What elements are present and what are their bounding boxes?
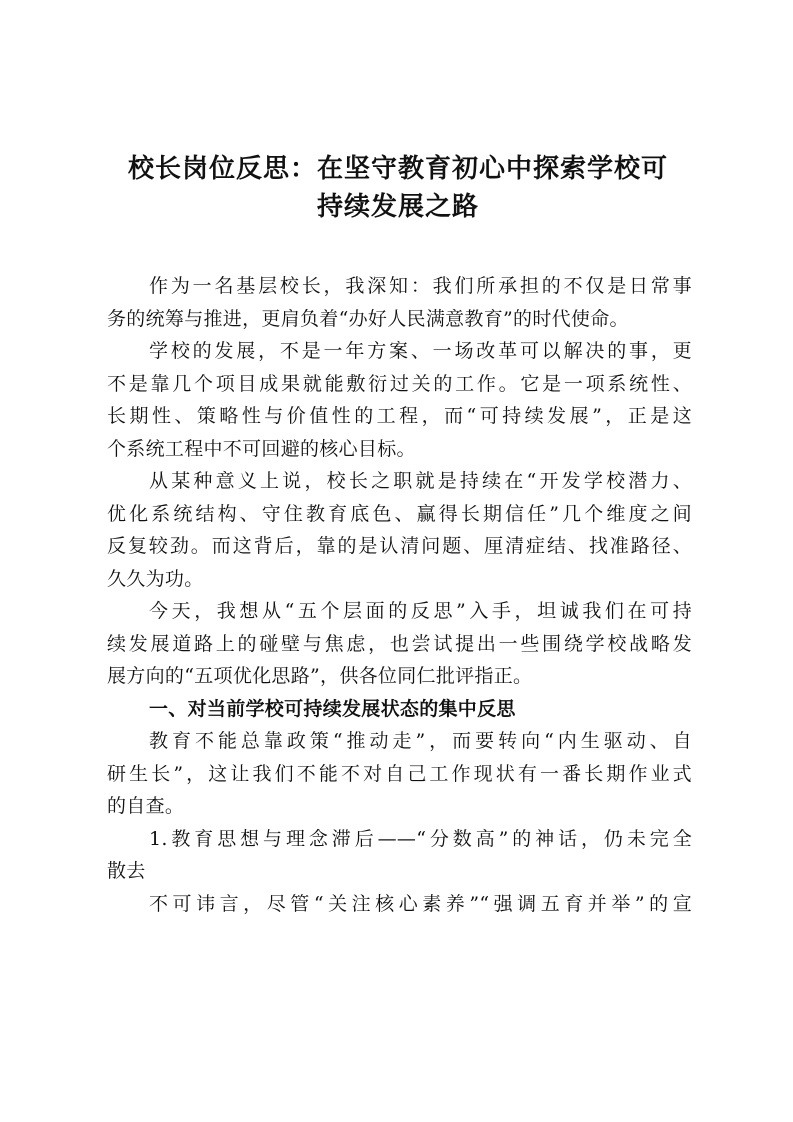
paragraph-development — [107, 335, 692, 465]
text-line: 作为一名基层校长，我深知：我们所承担的不仅是日常事 — [149, 275, 692, 297]
text-line: 1.教育思想与理念滞后——“分数高”的神话，仍未完全 — [149, 827, 692, 850]
section-heading-1 — [107, 693, 692, 726]
paragraph-intro — [107, 270, 692, 335]
text-line: 从某种意义上说，校长之职就是持续在“开发学校潜力、 — [149, 470, 692, 492]
text-line: 优化系统结构、守住教育底色、赢得长期信任”几个维度之间 — [107, 502, 692, 525]
subsection-heading-1 — [107, 823, 692, 888]
text-line: 续发展道路上的碰壁与焦虑，也尝试提出一些围绕学校战略发 — [107, 632, 692, 655]
text-line: 务的统筹与推进，更肩负着“办好人民满意教育”的时代使命。 — [107, 307, 629, 330]
paragraph-self-check — [107, 725, 692, 823]
title-line: 持续发展之路 — [316, 192, 479, 222]
heading-line: 一、对当前学校可持续发展状态的集中反思 — [149, 697, 516, 720]
text-line: 不可讳言，尽管“关注核心素养”“强调五育并举”的宣 — [149, 892, 692, 915]
text-line: 长期性、策略性与价值性的工程，而“可持续发展”，正是这 — [107, 405, 692, 427]
paragraph-core-literacy — [107, 888, 692, 921]
paragraph-five-reflections — [107, 595, 692, 693]
document-title — [98, 150, 698, 226]
text-line: 不是靠几个项目成果就能敷衍过关的工作。它是一项系统性、 — [107, 372, 692, 395]
text-line: 教育不能总靠政策“推动走”，而要转向“内生驱动、自 — [149, 730, 692, 752]
paragraph-principal-role — [107, 465, 692, 595]
text-line: 学校的发展，不是一年方案、一场改革可以解决的事，更 — [149, 340, 692, 362]
document-body — [107, 270, 692, 920]
text-line: 个系统工程中不可回避的核心目标。 — [107, 437, 416, 460]
title-line: 校长岗位反思：在坚守教育初心中探索学校可 — [127, 154, 668, 184]
text-line: 久久为功。 — [107, 567, 204, 590]
text-line: 反复较劲。而这背后，靠的是认清问题、厘清症结、找准路径、 — [107, 535, 692, 557]
text-line: 今天，我想从“五个层面的反思”入手，坦诚我们在可持 — [149, 600, 692, 622]
text-line: 散去 — [107, 860, 146, 882]
text-line: 的自查。 — [107, 795, 185, 817]
text-line: 展方向的“五项优化思路”，供各位同仁批评指正。 — [107, 665, 533, 687]
text-line: 研生长”，这让我们不能不对自己工作现状有一番长期作业式 — [107, 762, 692, 785]
